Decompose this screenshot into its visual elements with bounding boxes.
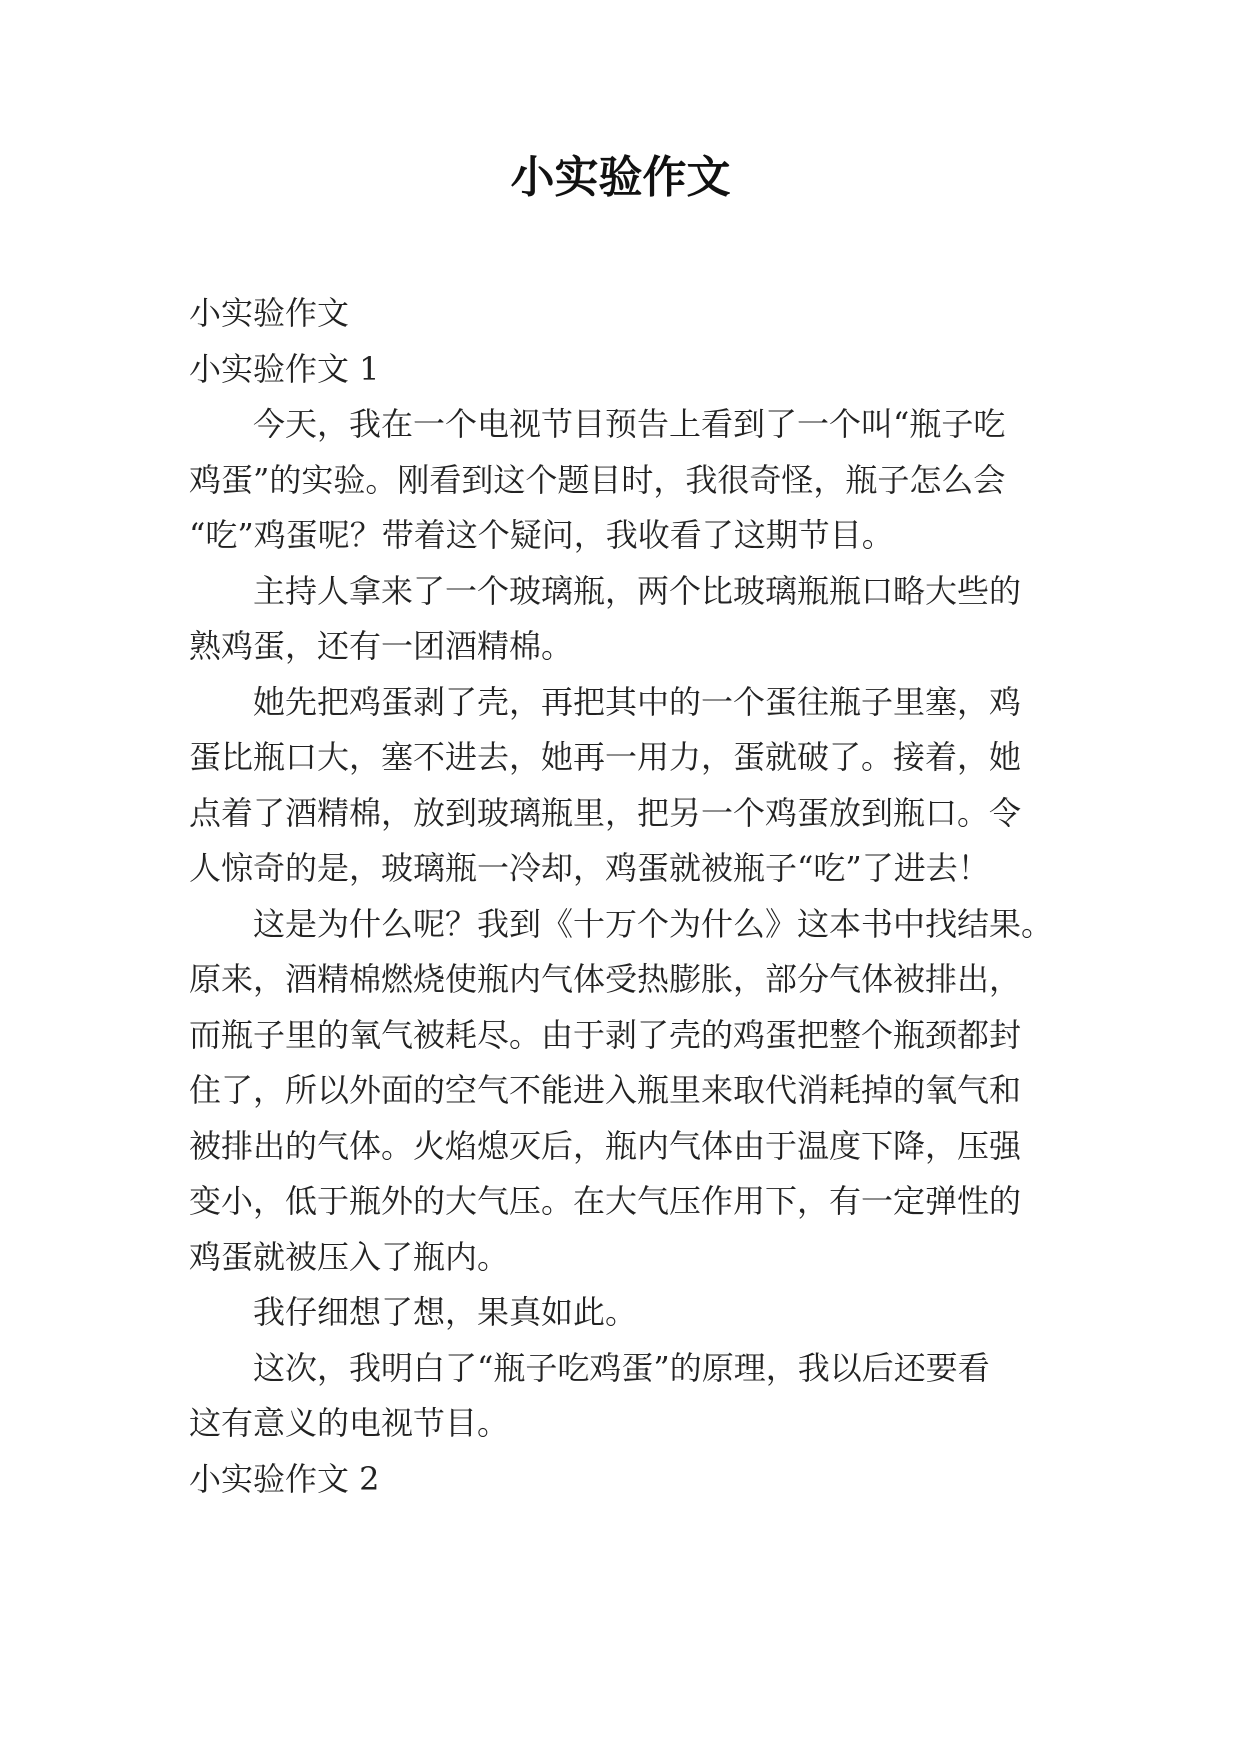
text-line: 她先把鸡蛋剥了壳，再把其中的一个蛋往瓶子里塞，鸡 bbox=[253, 682, 1022, 721]
text-line: 住了，所以外面的空气不能进入瓶里来取代消耗掉的氧气和 bbox=[189, 1071, 1022, 1109]
text-line: 小实验作文 bbox=[189, 294, 350, 332]
text-line: 人惊奇的是，玻璃瓶一冷却，鸡蛋就被瓶子“吃”了进去！ bbox=[189, 849, 990, 887]
text-line: 小实验作文 2 bbox=[189, 1459, 380, 1498]
document-body bbox=[189, 286, 1055, 1507]
document-title: 小实验作文 bbox=[510, 152, 731, 203]
text-line: 这有意义的电视节目。 bbox=[189, 1404, 510, 1442]
text-line: 熟鸡蛋，还有一团酒精棉。 bbox=[189, 627, 574, 665]
text-line: 蛋比瓶口大，塞不进去，她再一用力，蛋就破了。接着，她 bbox=[189, 738, 1022, 776]
text-line: “吃”鸡蛋呢？带着这个疑问，我收看了这期节目。 bbox=[189, 516, 894, 554]
text-line: 原来，酒精棉燃烧使瓶内气体受热膨胀，部分气体被排出， bbox=[189, 960, 1022, 998]
text-line: 主持人拿来了一个玻璃瓶，两个比玻璃瓶瓶口略大些的 bbox=[253, 571, 1022, 610]
text-line: 我仔细想了想，果真如此。 bbox=[253, 1293, 638, 1331]
text-line: 小实验作文 1 bbox=[189, 349, 380, 388]
text-line: 这是为什么呢？我到《十万个为什么》这本书中找结果。 bbox=[253, 904, 1054, 943]
text-line: 而瓶子里的氧气被耗尽。由于剥了壳的鸡蛋把整个瓶颈都封 bbox=[189, 1015, 1022, 1054]
text-line: 这次，我明白了“瓶子吃鸡蛋”的原理，我以后还要看 bbox=[253, 1348, 990, 1387]
text-line: 鸡蛋就被压入了瓶内。 bbox=[189, 1237, 510, 1276]
text-line: 被排出的气体。火焰熄灭后，瓶内气体由于温度下降，压强 bbox=[189, 1126, 1022, 1165]
text-line: 变小，低于瓶外的大气压。在大气压作用下，有一定弹性的 bbox=[189, 1182, 1022, 1220]
text-line: 今天，我在一个电视节目预告上看到了一个叫“瓶子吃 bbox=[253, 405, 1006, 443]
text-line: 点着了酒精棉，放到玻璃瓶里，把另一个鸡蛋放到瓶口。令 bbox=[189, 793, 1022, 832]
text-line: 鸡蛋”的实验。刚看到这个题目时，我很奇怪，瓶子怎么会 bbox=[189, 460, 1006, 499]
